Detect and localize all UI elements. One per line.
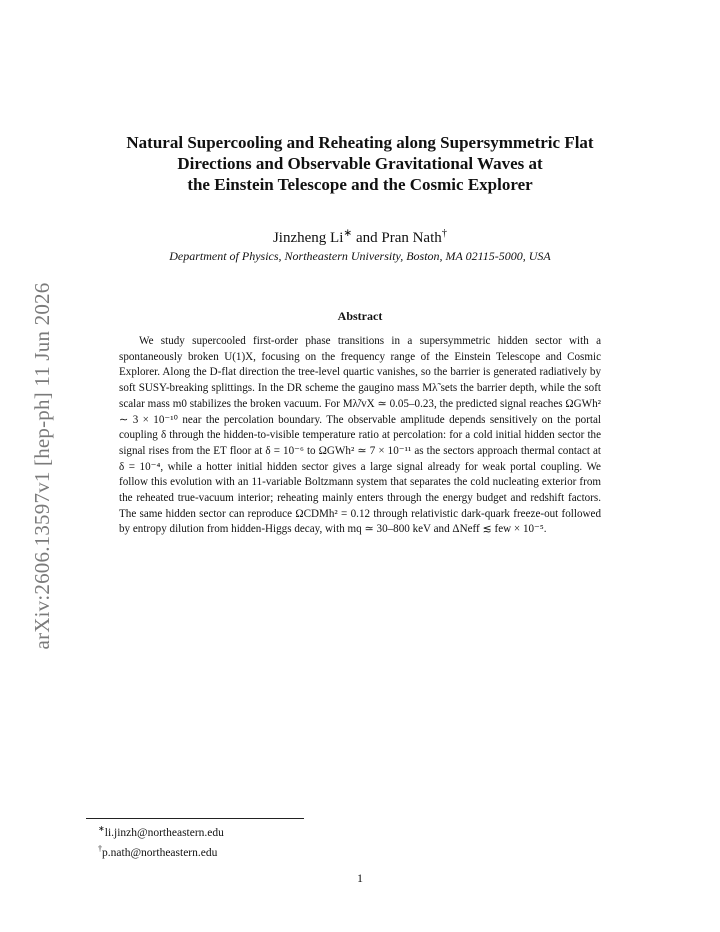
arxiv-identifier-stamp: arXiv:2606.13597v1 [hep-ph] 11 Jun 2026 xyxy=(30,282,54,650)
footnotes xyxy=(98,821,224,861)
title-line: the Einstein Telescope and the Cosmic Explorer xyxy=(187,175,533,194)
author-list xyxy=(80,227,640,247)
author-email: p.nath@northeastern.edu xyxy=(102,846,218,859)
author-name: Jinzheng Li xyxy=(272,230,344,246)
title-line: Natural Supercooling and Reheating along Supersymmetric Flat xyxy=(126,133,594,152)
footnote-divider xyxy=(86,818,304,819)
footnote-mark: † xyxy=(441,228,448,239)
author-name: Pran Nath xyxy=(381,230,442,246)
affiliation: Department of Physics, Northeastern University, Boston, MA 02115-5000, USA xyxy=(169,249,551,263)
paper-title xyxy=(80,132,640,195)
title-line: Directions and Observable Gravitational Waves at xyxy=(177,154,543,173)
page-number: 1 xyxy=(357,871,363,885)
footnote-mark: † xyxy=(98,843,103,853)
footnote-item xyxy=(98,821,224,841)
abstract-heading: Abstract xyxy=(337,309,383,323)
abstract-text: We study supercooled first-order phase transitions in a supersymmetric hidden sector with a spontaneously broken U(1)X, focusing on the frequency range of the Einstein Telescope and Cosmic Explorer. Along the D-flat direction the tree-level quartic vanishes, so the barrier is generated radiatively by soft SUSY-breaking splittings. In the DR scheme the gaugino mass Mλ̃ sets the barrier depth, while the soft scalar mass m0 stabilizes the broken vacuum. For Mλ̃/vX ≃ 0.05–0.23, the predicted signal reaches ΩGWh² ∼ 3 × 10⁻¹⁰ near the percolation boundary. The observable amplitude depends sensitively on the portal coupling δ through the hidden-to-visible temperature ratio at percolation: for a cold initial hidden sector the signal rises from the ET floor at δ = 10⁻⁶ to ΩGWh² ≃ 7 × 10⁻¹¹ as the sectors approach thermal contact at δ = 10⁻⁴, while a hotter initial hidden sector gives a large signal already for weak portal coupling. We follow this evolution with an 11-variable Boltzmann system that separates the cold nucleating exterior from the reheated true-vacuum interior; reheating mainly enters through the energy budget and redshift factors. The same hidden sector can reproduce ΩCDMh² = 0.12 through relativistic dark-quark freeze-out followed by entropy dilution from hidden-Higgs decay, with mq ≃ 30–800 keV and ΔNeff ≲ few × 10⁻⁵. xyxy=(119,335,601,536)
author-email: li.jinzh@northeastern.edu xyxy=(104,826,224,839)
footnote-item xyxy=(98,841,224,861)
footnote-mark: ∗ xyxy=(98,824,105,833)
footnote-mark: ∗ xyxy=(343,228,353,239)
author-joiner: and xyxy=(352,230,382,246)
